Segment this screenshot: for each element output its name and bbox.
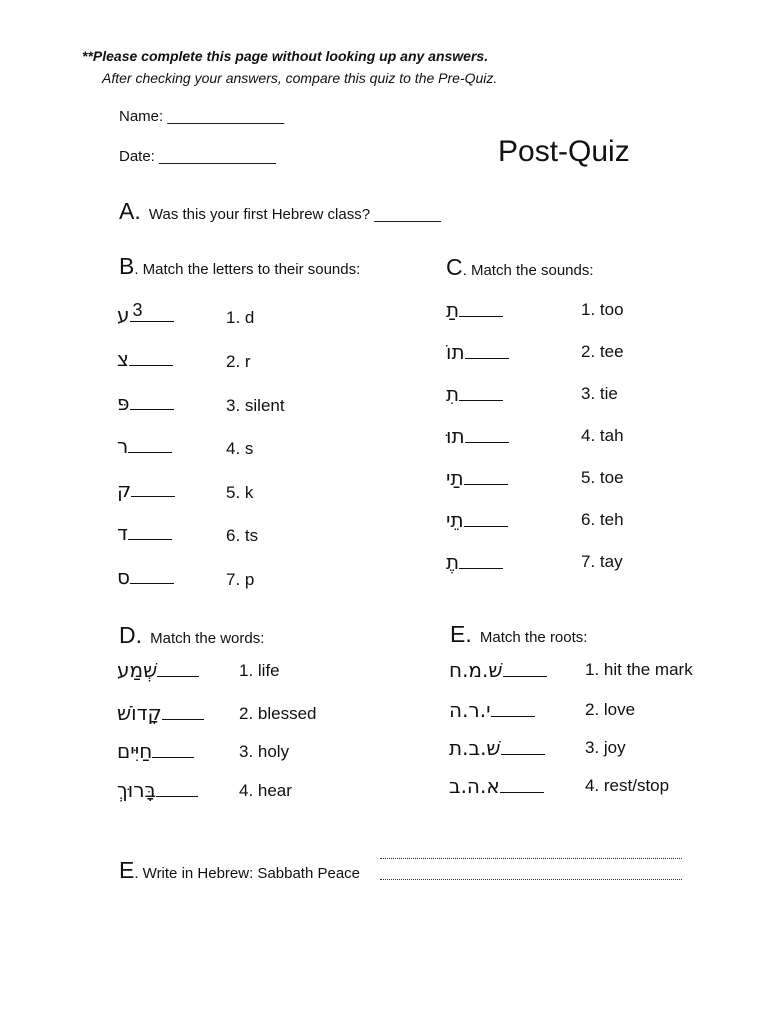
hebrew-item — [446, 298, 503, 323]
hebrew-item — [117, 300, 174, 328]
answer-option: 5. toe — [581, 468, 624, 487]
answer-blank[interactable] — [128, 525, 172, 540]
answer-blank[interactable] — [500, 778, 544, 793]
hebrew-text: ס — [117, 565, 130, 589]
section-write-instruction: . Write in Hebrew: Sabbath Peace — [134, 865, 361, 882]
hebrew-item — [117, 658, 199, 683]
hebrew-item — [117, 701, 204, 726]
section-b-instruction: . Match the letters to their sounds: — [134, 261, 361, 278]
hebrew-text: תוֹ — [446, 340, 465, 364]
section-a-heading — [119, 198, 441, 225]
answer-option: 3. tie — [581, 384, 618, 403]
answer-option: 2. love — [585, 700, 636, 719]
hebrew-text: תֶ — [446, 550, 460, 574]
answer-option: 4. rest/stop — [585, 776, 670, 795]
section-a-letter: A. — [119, 198, 141, 224]
page-title: Post-Quiz — [498, 135, 630, 168]
answer-blank[interactable] — [459, 554, 503, 569]
answer-blank[interactable] — [503, 662, 547, 677]
name-field[interactable]: Name: ______________ — [119, 108, 285, 125]
hebrew-item — [446, 508, 508, 533]
hebrew-text: צ — [117, 347, 129, 371]
answer-option: 4. tah — [581, 426, 624, 445]
hebrew-item — [449, 736, 545, 761]
answer-blank[interactable] — [130, 569, 174, 584]
hebrew-text: א.ה.ב — [449, 774, 500, 798]
hebrew-item — [446, 466, 508, 491]
section-c-instruction: . Match the sounds: — [462, 262, 594, 279]
hebrew-item — [446, 550, 503, 575]
section-b-heading — [119, 253, 360, 280]
section-c-heading — [446, 254, 594, 281]
hebrew-text: ק — [117, 478, 132, 502]
hebrew-item — [117, 391, 174, 416]
date-field[interactable]: Date: ______________ — [119, 148, 276, 165]
answer-blank[interactable] — [465, 344, 509, 359]
answer-option: 3. joy — [585, 738, 626, 757]
hebrew-text: י.ר.ה — [449, 698, 491, 722]
hebrew-text: ד — [117, 521, 128, 545]
section-e-heading — [450, 621, 587, 648]
answer-blank[interactable] — [157, 662, 199, 677]
section-c-letter: C — [446, 254, 463, 280]
hebrew-item — [449, 658, 547, 683]
hebrew-item — [446, 382, 503, 407]
answer-option: 4. s — [226, 439, 254, 458]
section-b-letter: B — [119, 253, 135, 279]
hebrew-text: פּ — [117, 391, 130, 415]
section-e-letter: E. — [450, 621, 472, 647]
answer-option: 5. k — [226, 483, 254, 502]
hebrew-text: שְׁמַע — [117, 658, 158, 682]
hebrew-item — [117, 347, 173, 372]
hebrew-item — [449, 774, 544, 799]
answer-option: 3. silent — [226, 396, 285, 415]
section-a-question[interactable]: Was this your first Hebrew class? ________ — [148, 206, 441, 223]
hebrew-item — [446, 340, 509, 365]
hebrew-item — [117, 478, 175, 503]
answer-blank[interactable] — [128, 438, 172, 453]
hebrew-text: חַיִּים — [117, 739, 153, 763]
instructions-line-2: After checking your answers, compare this quiz to the Pre-Quiz. — [102, 70, 498, 86]
answer-option: 6. teh — [581, 510, 624, 529]
hebrew-text: ע — [117, 303, 130, 327]
answer-option: 2. tee — [581, 342, 624, 361]
hebrew-item — [117, 521, 172, 546]
answer-text: 3 — [132, 300, 143, 320]
answer-blank[interactable] — [130, 395, 174, 410]
answer-option: 1. d — [226, 308, 255, 327]
answer-blank[interactable] — [465, 428, 509, 443]
section-d-heading — [119, 622, 264, 649]
answer-blank[interactable] — [459, 302, 503, 317]
section-write-letter: E — [119, 857, 135, 883]
answer-blank[interactable] — [464, 470, 508, 485]
answer-option: 4. hear — [239, 781, 292, 800]
answer-line-2[interactable] — [380, 879, 682, 880]
section-d-letter: D. — [119, 622, 142, 648]
hebrew-item — [117, 434, 172, 459]
answer-option: 3. holy — [239, 742, 290, 761]
section-e-instruction: Match the roots: — [479, 629, 588, 646]
answer-blank[interactable] — [459, 386, 503, 401]
hebrew-text: תֵי — [446, 508, 464, 532]
answer-blank[interactable] — [501, 740, 545, 755]
answer-option: 1. life — [239, 661, 280, 680]
answer-option: 2. r — [226, 352, 251, 371]
section-write-heading — [119, 857, 360, 884]
instructions-line-1: **Please complete this page without looking up any answers. — [82, 48, 489, 64]
answer-blank[interactable] — [491, 702, 535, 717]
answer-blank[interactable] — [156, 782, 198, 797]
hebrew-text: שׁ.ב.ת — [449, 736, 501, 760]
answer-option: 7. tay — [581, 552, 623, 571]
answer-blank[interactable] — [129, 351, 173, 366]
hebrew-text: תַי — [446, 466, 464, 490]
hebrew-item — [117, 739, 194, 764]
hebrew-text: תִ — [446, 382, 460, 406]
answer-blank[interactable] — [130, 300, 174, 322]
hebrew-text: תַ — [446, 298, 460, 322]
hebrew-text: תוּ — [446, 424, 465, 448]
answer-option: 1. too — [581, 300, 624, 319]
hebrew-text: קָדוֹשׁ — [117, 701, 162, 725]
answer-option: 2. blessed — [239, 704, 317, 723]
answer-option: 7. p — [226, 570, 255, 589]
hebrew-item — [449, 698, 535, 723]
hebrew-item — [117, 565, 174, 590]
hebrew-text: בָּרוּךְ — [117, 778, 157, 802]
hebrew-text: שׁ.מ.ח — [449, 658, 503, 682]
hebrew-text: ר — [117, 434, 129, 458]
answer-blank[interactable] — [152, 743, 194, 758]
answer-blank[interactable] — [162, 705, 204, 720]
section-d-instruction: Match the words: — [150, 630, 265, 647]
answer-option: 6. ts — [226, 526, 259, 545]
hebrew-item — [446, 424, 509, 449]
answer-blank[interactable] — [464, 512, 508, 527]
answer-blank[interactable] — [131, 482, 175, 497]
answer-line-1[interactable] — [380, 858, 682, 859]
hebrew-item — [117, 778, 198, 803]
answer-option: 1. hit the mark — [585, 660, 693, 679]
